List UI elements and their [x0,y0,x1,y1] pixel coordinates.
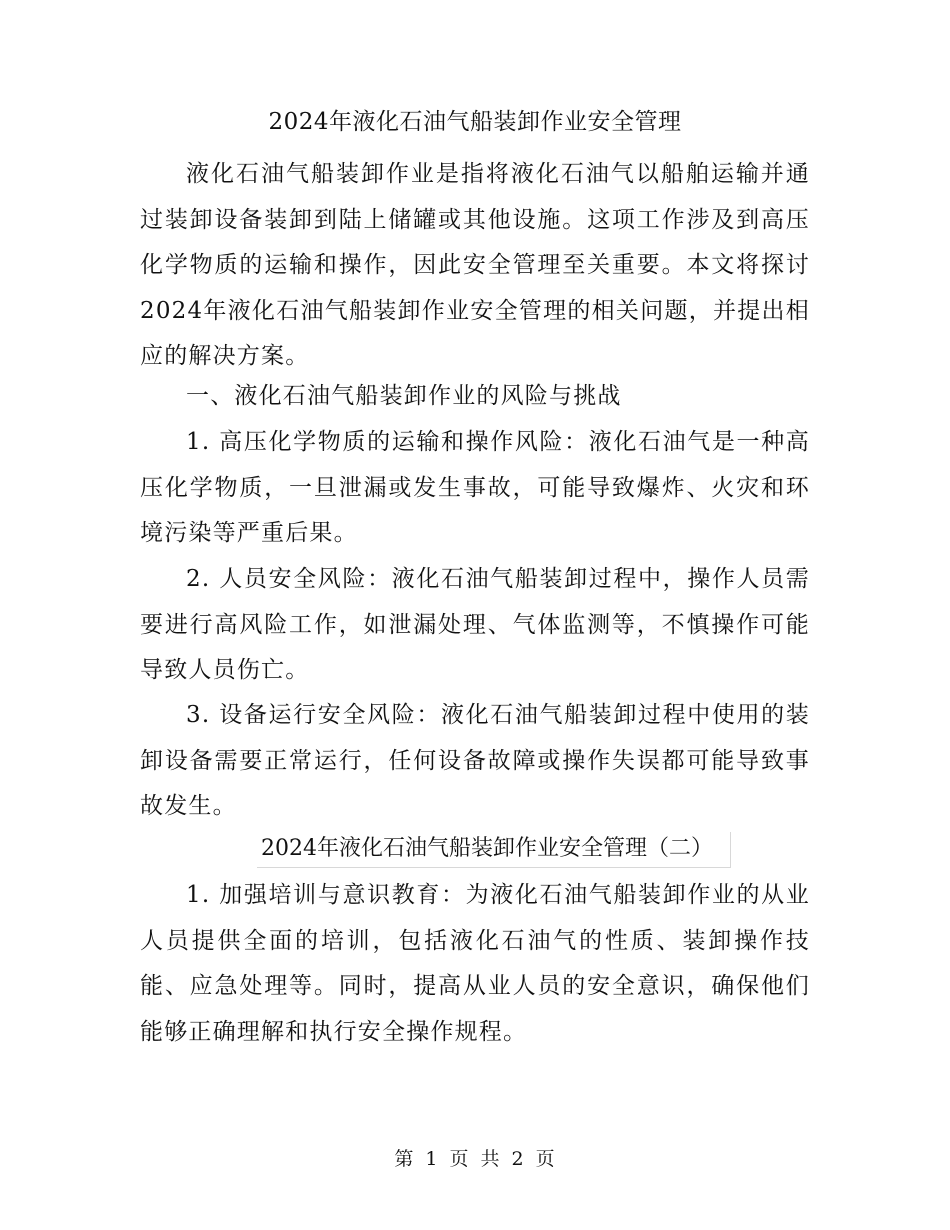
risk-item-3: 3. 设备运行安全风险：液化石油气船装卸过程中使用的装卸设备需要正常运行，任何设备故障或操作失误都可能导致事故发生。 [140,702,810,819]
risk-item-2: 2. 人员安全风险：液化石油气船装卸过程中，操作人员需要进行高风险工作，如泄漏处理、气体监测等，不慎操作可能导致人员伤亡。 [140,566,810,683]
section-subtitle: 2024年液化石油气船装卸作业安全管理（二） [257,832,731,868]
measure-item-1: 1. 加强培训与意识教育：为液化石油气船装卸作业的从业人员提供全面的培训，包括液化石油气的性质、装卸操作技能、应急处理等。同时，提高从业人员的安全意识，确保他们能够正确理解和执行安全操作规程。 [140,882,810,1045]
intro-paragraph: 液化石油气船装卸作业是指将液化石油气以船舶运输并通过装卸设备装卸到陆上储罐或其他设施。这项工作涉及到高压化学物质的运输和操作，因此安全管理至关重要。本文将探讨2024年液化石油气船装卸作业安全管理的相关问题，并提出相应的解决方案。 [140,161,810,369]
document-title: 2024年液化石油气船装卸作业安全管理 [268,109,682,135]
risk-item-1: 1. 高压化学物质的运输和操作风险：液化石油气是一种高压化学物质，一旦泄漏或发生事故，可能导致爆炸、火灾和环境污染等严重后果。 [140,429,810,546]
page-number: 第 1 页 共 2 页 [394,1148,556,1170]
section-heading: 一、液化石油气船装卸作业的风险与挑战 [186,383,622,409]
